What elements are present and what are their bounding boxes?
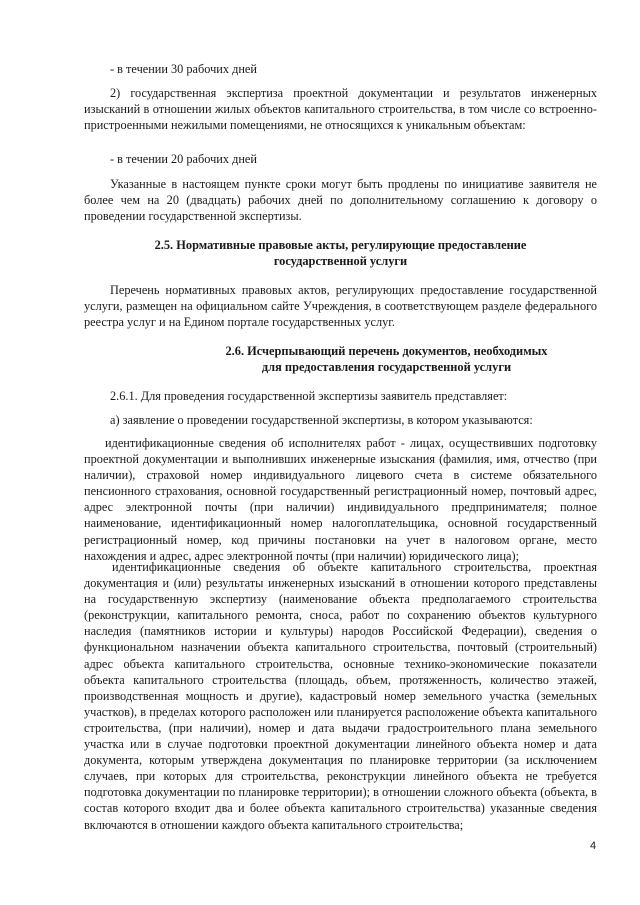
paragraph-object-info: идентификационные сведения об объекте капитального строительства, проектная документация и (или) результаты инженерных изысканий в отношении которого представлены на государственную экспертизу (наименование объекта предполагаемого строительства (реконструкции, капитального ремонта, сноса, работ по сохранению объектов культурного наследия (памятников истории и культуры) народов Российской Федерации), сведения о функциональном назначении объекта капитального строительства, почтовый (строительный) адрес объекта капитального строительства, основные технико-экономические показатели объекта капитального строительства (площадь, объем, протяженность, количество этажей, производственная мощность и другие), кадастровый номер земельного участка (земельных участков), в пределах которого расположен или планируется расположение объекта капитального строительства, (при наличии), номер и дата выдачи градостроительного плана земельного участка или в случае подготовки проектной документации линейного объекта номер и дата документа, которым утверждена документация по планировке территории (за исключением случаев, при которых для строительства, реконструкции линейного объекта не требуется подготовка документации по планировке территории); в отношении сложного объекта (объекта, в состав которого входит два и более объекта капитального строительства) указанные сведения включаются в отношении каждого объекта капитального строительства; bbox=[84, 560, 597, 832]
paragraph-2-6-1: 2.6.1. Для проведения государственной экспертизы заявитель представляет: bbox=[110, 389, 508, 403]
section-heading-2-5-line2: государственной услуги bbox=[273, 254, 408, 268]
paragraph-legal-acts: Перечень нормативных правовых актов, регулирующих предоставление государственной услуги, размещен на официальном сайте Учреждения, в соответствующем разделе федерального реестра услуг и на Едином портале государственных услуг. bbox=[84, 283, 597, 330]
section-heading-2-6-line2: для предоставления государственной услуги bbox=[261, 360, 512, 374]
paragraph-extension: Указанные в настоящем пункте сроки могут быть продлены по инициативе заявителя не более чем на 20 (двадцать) рабочих дней по дополнительному соглашению к договору о проведении государственной экспертизы. bbox=[84, 177, 597, 224]
section-heading-2-5-line1: 2.5. Нормативные правовые акты, регулирующие предоставление bbox=[154, 238, 527, 252]
paragraph-item-a: а) заявление о проведении государственной экспертизы, в котором указываются: bbox=[110, 413, 533, 427]
paragraph-contractors-info: идентификационные сведения об исполнителях работ - лицах, осуществивших подготовку проектной документации и выполнивших инженерные изыскания (фамилия, имя, отчество (при наличии), страховой номер индивидуального лицевого счета в системе обязательного пенсионного страхования, основной государственный регистрационный номер, почтовый адрес, адрес электронной почты (при наличии) индивидуального предпринимателя; полное наименование, идентификационный номер налогоплательщика, основной государственный регистрационный номер, код причины постановки на учет в налоговом органе, место нахождения и адрес, адрес электронной почты (при наличии) юридического лица); bbox=[84, 436, 597, 563]
paragraph-term-20: - в течении 20 рабочих дней bbox=[110, 152, 257, 166]
paragraph-item-2: 2) государственная экспертиза проектной документации и результатов инженерных изысканий в отношении жилых объектов капитального строительства, в том числе со встроенно-пристроенными нежилыми помещениями, не относящихся к уникальным объектам: bbox=[84, 86, 597, 133]
page-number: 4 bbox=[590, 840, 597, 852]
section-heading-2-6-line1: 2.6. Исчерпывающий перечень документов, необходимых bbox=[225, 344, 548, 358]
paragraph-term-30: - в течении 30 рабочих дней bbox=[110, 62, 257, 76]
